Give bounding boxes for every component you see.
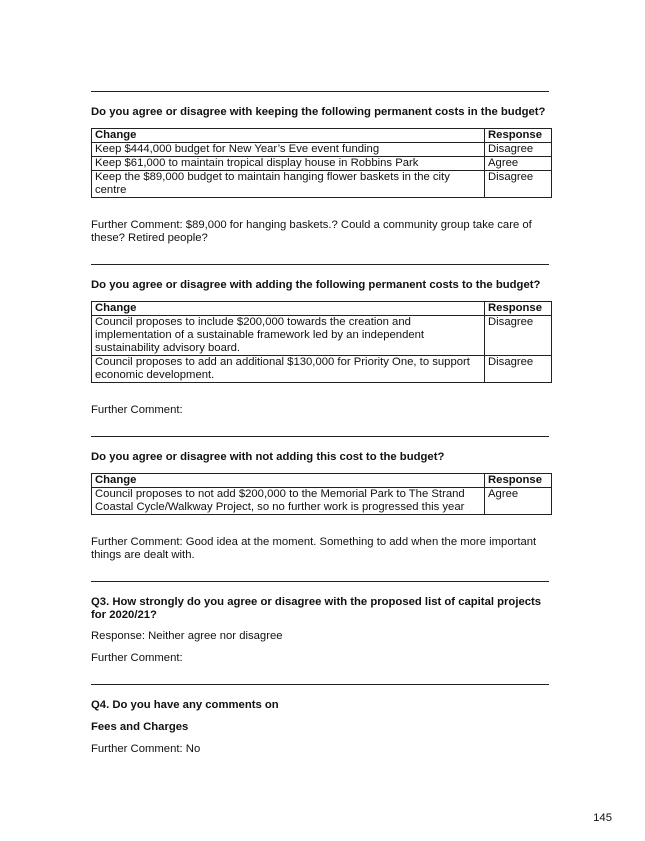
document-page xyxy=(91,91,549,756)
change-cell: Council proposes to add an additional $130,000 for Priority One, to support economic development. xyxy=(92,356,485,383)
section-divider xyxy=(91,91,549,92)
table-row xyxy=(92,316,552,356)
q3-response: Response: Neither agree nor disagree xyxy=(91,630,283,642)
q4-question: Q4. Do you have any comments on xyxy=(91,699,279,711)
response-column-header: Response xyxy=(485,302,552,316)
section-divider xyxy=(91,581,549,582)
page-number: 145 xyxy=(593,812,612,824)
further-comment: Further Comment: xyxy=(91,404,183,416)
not-adding-cost-table xyxy=(91,473,552,515)
section-divider xyxy=(91,436,549,437)
response-column-header: Response xyxy=(485,129,552,143)
change-column-header: Change xyxy=(92,474,485,488)
table-header-row xyxy=(92,302,552,316)
response-cell: Agree xyxy=(485,157,552,171)
question-not-adding-cost: Do you agree or disagree with not adding this cost to the budget? xyxy=(91,451,445,463)
change-column-header: Change xyxy=(92,302,485,316)
section-divider xyxy=(91,264,549,265)
table-row xyxy=(92,143,552,157)
response-cell: Disagree xyxy=(485,143,552,157)
change-cell: Keep the $89,000 budget to maintain hanging flower baskets in the city centre xyxy=(92,171,485,198)
response-cell: Disagree xyxy=(485,316,552,356)
q4-subheading: Fees and Charges xyxy=(91,721,189,733)
further-comment: Further Comment: $89,000 for hanging baskets.? Could a community group take care of these? Retired people? xyxy=(91,219,532,244)
response-cell: Disagree xyxy=(485,356,552,383)
response-cell: Disagree xyxy=(485,171,552,198)
table-row xyxy=(92,157,552,171)
table-header-row xyxy=(92,129,552,143)
table-row xyxy=(92,356,552,383)
keep-costs-table xyxy=(91,128,552,198)
table-header-row xyxy=(92,474,552,488)
question-add-costs: Do you agree or disagree with adding the following permanent costs to the budget? xyxy=(91,279,541,291)
change-column-header: Change xyxy=(92,129,485,143)
change-cell: Keep $444,000 budget for New Year’s Eve event funding xyxy=(92,143,485,157)
change-cell: Keep $61,000 to maintain tropical display house in Robbins Park xyxy=(92,157,485,171)
add-costs-table xyxy=(91,301,552,383)
question-keep-costs: Do you agree or disagree with keeping the following permanent costs in the budget? xyxy=(91,106,546,118)
further-comment: Further Comment: Good idea at the moment. Something to add when the more important things are dealt with. xyxy=(91,536,537,561)
change-cell: Council proposes to include $200,000 towards the creation and implementation of a sustainable framework led by an independent sustainability advisory board. xyxy=(92,316,485,356)
q3-question: Q3. How strongly do you agree or disagree with the proposed list of capital projects for 2020/21? xyxy=(91,596,542,621)
table-row xyxy=(92,488,552,515)
change-cell: Council proposes to not add $200,000 to the Memorial Park to The Strand Coastal Cycle/Walkway Project, so no further work is progressed this year xyxy=(92,488,485,515)
q3-further-comment: Further Comment: xyxy=(91,652,183,664)
section-divider xyxy=(91,684,549,685)
table-row xyxy=(92,171,552,198)
response-column-header: Response xyxy=(485,474,552,488)
q4-further-comment: Further Comment: No xyxy=(91,743,201,755)
response-cell: Agree xyxy=(485,488,552,515)
